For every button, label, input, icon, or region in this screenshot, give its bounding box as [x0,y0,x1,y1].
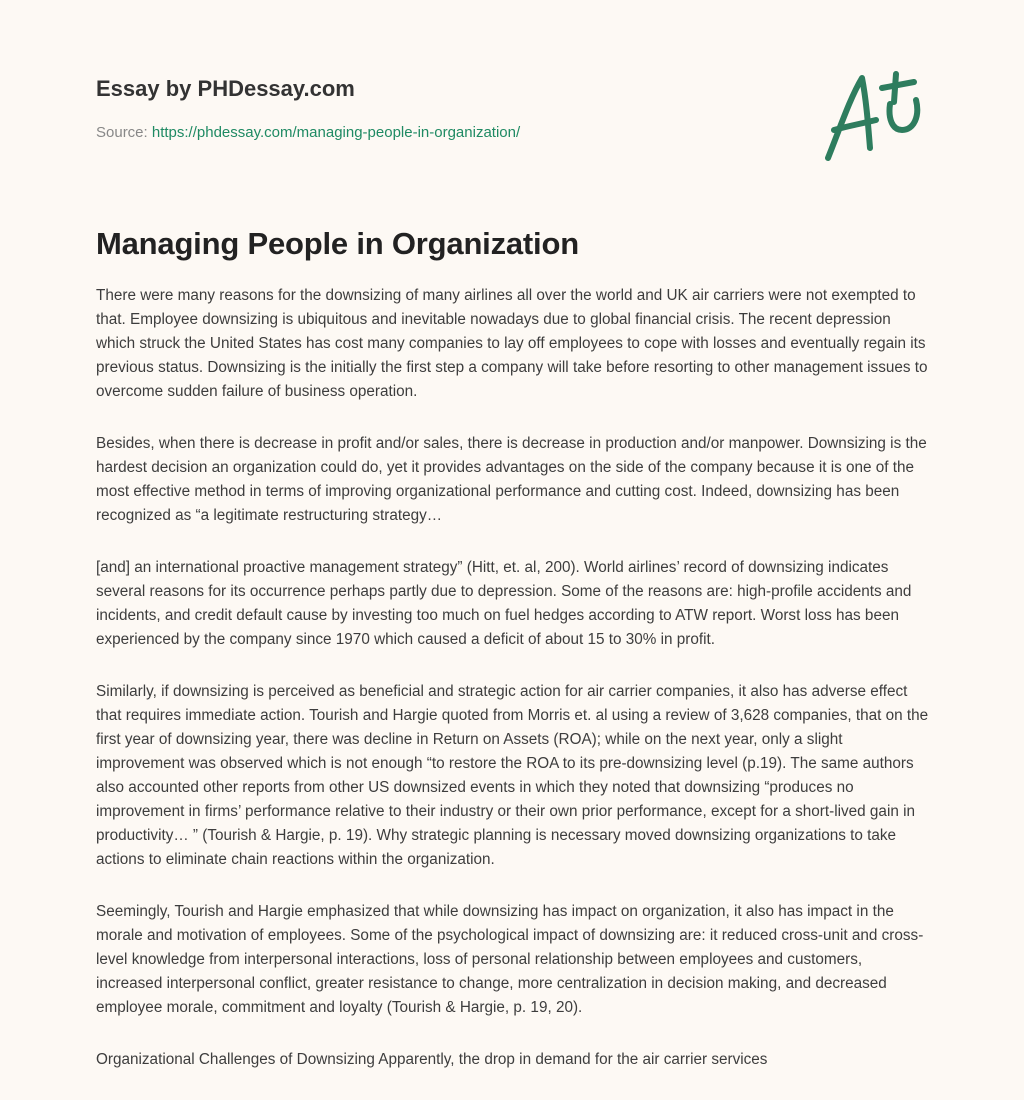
paragraph: Seemingly, Tourish and Hargie emphasized that while downsizing has impact on organization, it also has impact in the morale and motivation of employees. Some of the psychological impact of downsizing are: it reduced cross-unit and cross-level knowledge from interpersonal interactions, loss of personal relationship between employees and customers, increased interpersonal conflict, greater resistance to change, more centralization in decision making, and decreased employee morale, commitment and loyalty (Tourish & Hargie, p. 19, 20). [96,903,924,1016]
article-title: Managing People in Organization [96,226,579,261]
source-link[interactable]: https://phdessay.com/managing-people-in-organization/ [151,124,521,141]
brand-title: Essay by PHDessay.com [96,76,355,101]
paragraph: Besides, when there is decrease in profit and/or sales, there is decrease in production and/or manpower. Downsizing is the hardest decision an organization could do, yet it provides advantages on the side of the company because it is one of the most effective method in terms of improving organizational performance and cutting cost. Indeed, downsizing has been recognized as “a legitimate restructuring strategy… [96,435,927,524]
a-plus-logo-icon [820,68,930,164]
source-line [96,124,520,141]
paragraph: Organizational Challenges of Downsizing Apparently, the drop in demand for the air carrier services [96,1051,768,1068]
article-body [96,284,932,1100]
paragraph: There were many reasons for the downsizing of many airlines all over the world and UK air carriers were not exempted to that. Employee downsizing is ubiquitous and inevitable nowadays due to global financial crisis. The recent depression which struck the United States has cost many companies to lay off employees to cope with losses and eventually regain its previous status. Downsizing is the initially the first step a company will take before resorting to other management issues to overcome sudden failure of business operation. [96,287,928,400]
source-label: Source: [96,124,152,141]
paragraph: Similarly, if downsizing is perceived as beneficial and strategic action for air carrier companies, it also has adverse effect that requires immediate action. Tourish and Hargie quoted from Morris et. al using a review of 3,628 companies, that on the first year of downsizing year, there was decline in Return on Assets (ROA); while on the next year, only a slight improvement was observed which is not enough “to restore the ROA to its pre-downsizing level (p.19). The same authors also accounted other reports from other US downsized events in which they noted that downsizing “produces no improvement in firms’ performance relative to their industry or their own prior performance, except for a short-lived gain in productivity… ” (Tourish & Hargie, p. 19). Why strategic planning is necessary moved downsizing organizations to take actions to eliminate chain reactions within the organization. [96,683,929,868]
paragraph: [and] an international proactive management strategy” (Hitt, et. al, 200). World airlines’ record of downsizing indicates several reasons for its occurrence perhaps partly due to depression. Some of the reasons are: high-profile accidents and incidents, and credit default cause by investing too much on fuel hedges according to ATW report. Worst loss has been experienced by the company since 1970 which caused a deficit of about 15 to 30% in profit. [96,559,912,648]
